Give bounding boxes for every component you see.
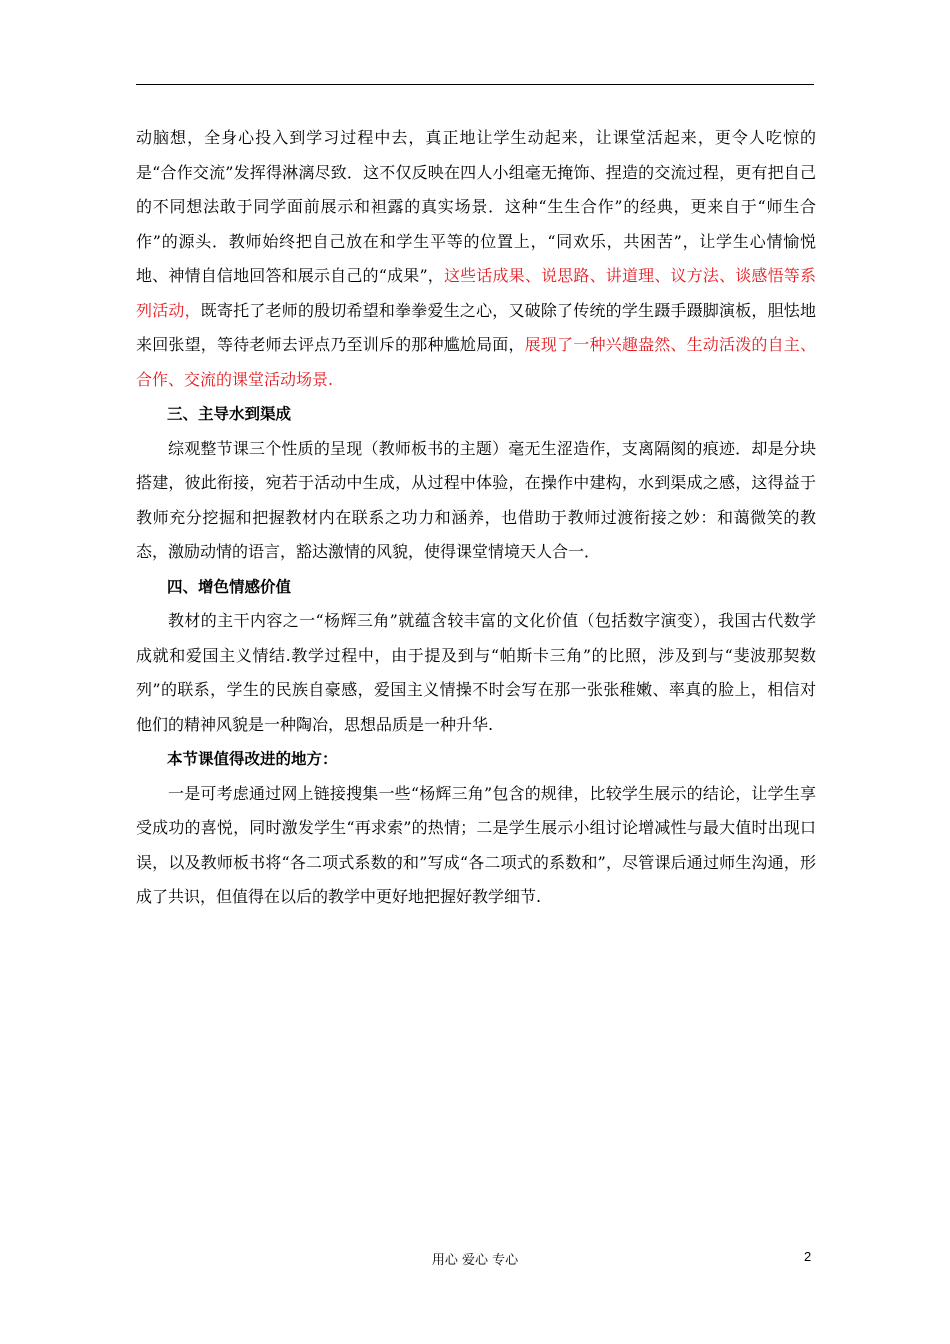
header-rule xyxy=(136,84,814,85)
highlight-text-run: 这些话成果、说思路、讲道理、议方法、谈感悟等系列活动， xyxy=(136,266,816,320)
text-run: 动脑想，全身心投入到学习过程中去，真正地让学生动起来，让课堂活起来，更令人吃惊的是“合作交流”发挥得淋漓尽致．这不仅反映在四人小组毫无掩饰、捏造的交流过程，更有把自己的不同想法敢于同学面前展示和袒露的真实场景．这种“生生合作”的经典，更来自于“师生合作”的源头．教师始终把自己放在和学生平等的位置上，“同欢乐，共困苦”，让学生心情愉悦地、神情自信地回答和展示自己的“成果”， xyxy=(136,128,816,285)
improvement-body: 一是可考虑通过网上链接搜集一些“杨辉三角”包含的规律，比较学生展示的结论，让学生享受成功的喜悦，同时激发学生“再求索”的热情；二是学生展示小组讨论增减性与最大值时出现口误，以及教师板书将“各二项式系数的和”写成“各二项式的系数和”，尽管课后通过师生沟通，形成了共识，但值得在以后的教学中更好地把握好教学细节. xyxy=(136,783,816,906)
section-body-4: 教材的主干内容之一“杨辉三角”就蕴含较丰富的文化价值（包括数字演变），我国古代数学成就和爱国主义情结.教学过程中，由于提及到与“帕斯卡三角”的比照，涉及到与“斐波那契数列”的联系，学生的民族自豪感，爱国主义情操不时会写在那一张张稚嫩、率真的脸上，相信对他们的精神风貌是一种陶冶，思想品质是一种升华. xyxy=(136,611,816,734)
document-body xyxy=(136,121,816,915)
improvement-heading: 本节课值得改进的地方： xyxy=(167,750,338,768)
page-number: 2 xyxy=(804,1249,812,1264)
text-run: 既寄托了老师的殷切希望和拳拳爱生之心，又破除了传统的学生蹑手蹑脚演板，胆怯地来回张望，等待老师去评点乃至训斥的那种尴尬局面， xyxy=(136,300,816,354)
footer-motto: 用心 爱心 专心 xyxy=(431,1253,519,1268)
highlight-text-run: 展现了一种兴趣盎然、生动活泼的自主、合作、交流的课堂活动场景. xyxy=(136,335,816,389)
section-heading-3: 三、主导水到渠成 xyxy=(167,405,292,423)
section-heading-4: 四、增色情感价值 xyxy=(167,577,292,596)
section-body-3: 综观整节课三个性质的呈现（教师板书的主题）毫无生涩造作，支离隔阂的痕迹．却是分块搭建，彼此衔接，宛若于活动中生成，从过程中体验，在操作中建构，水到渠成之感，这得益于教师充分挖掘和把握教材内在联系之功力和涵养，也借助于教师过渡衔接之妙：和蔼微笑的教态，激励动情的语言，豁达激情的风貌，使得课堂情境天人合一． xyxy=(136,438,816,561)
paragraph-continued xyxy=(136,121,816,397)
